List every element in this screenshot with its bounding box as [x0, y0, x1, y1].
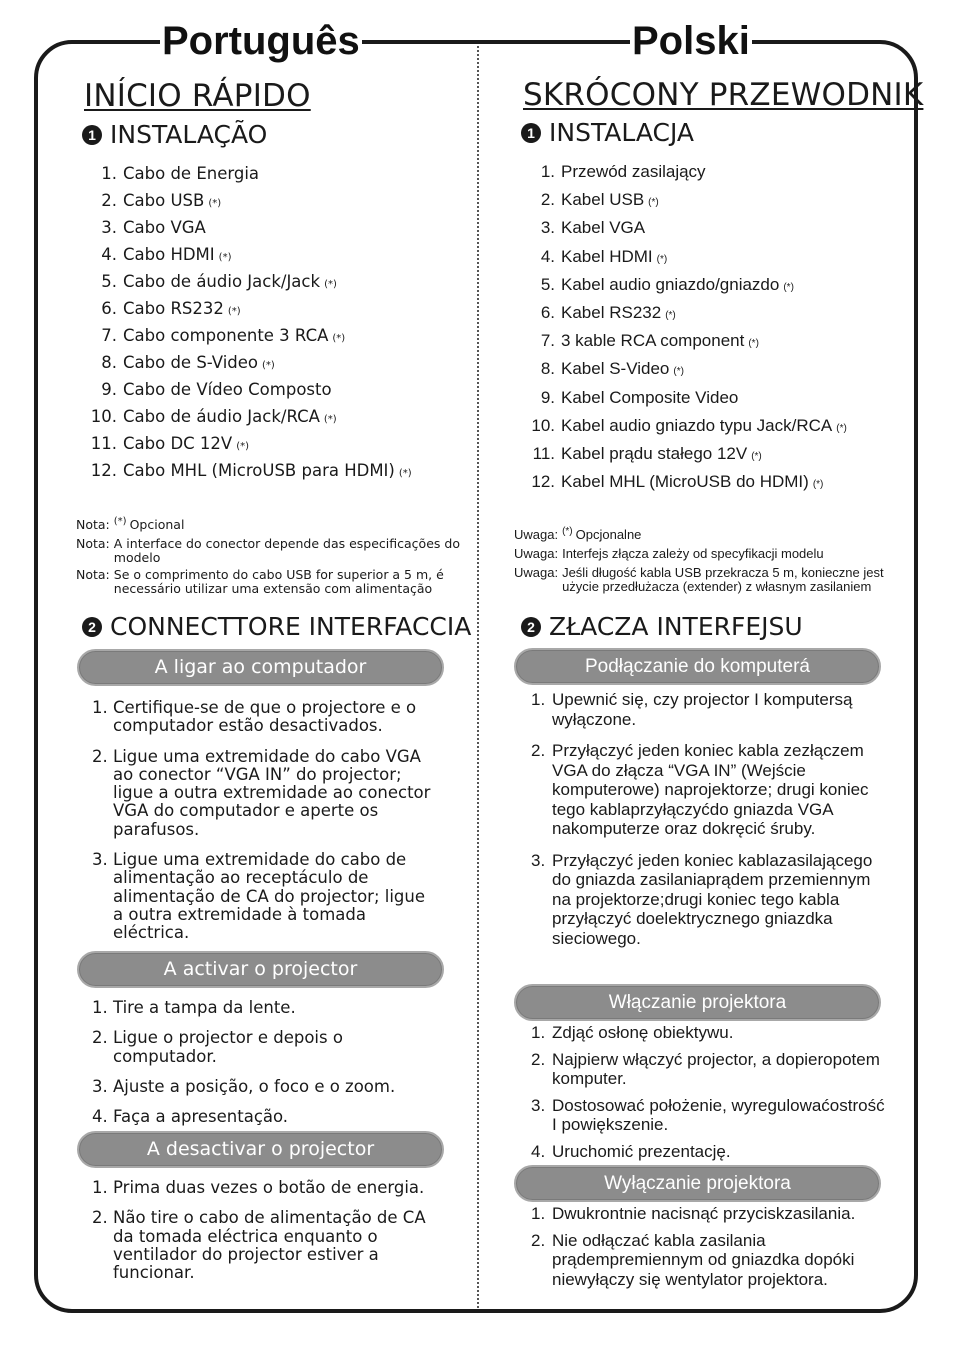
interface-title: ZŁACZA INTERFEJSU	[549, 612, 803, 641]
connect-computer-header: Podłączanie do komputerá	[514, 648, 881, 685]
list-item: 1. Upewnić się, czy projector I komputersą wyłączone.	[531, 690, 853, 729]
list-item: 1. Tire a tampa da lente.	[92, 998, 296, 1017]
connect-steps	[531, 690, 887, 960]
list-item: 2. Nie odłączać kabla zasilania prądempremiennym od gniazdka dopóki niewyłączy się wentylator projektora.	[531, 1230, 855, 1289]
connect-computer-header: A ligar ao computador	[77, 649, 444, 686]
step-number-icon: 2	[521, 617, 541, 637]
list-item: 10. Kabel audio gniazdo typu Jack/RCA (*)	[531, 415, 847, 435]
step-number-icon: 1	[82, 125, 102, 145]
activate-steps	[92, 999, 432, 1138]
list-item: 8. Kabel S-Video (*)	[540, 359, 684, 379]
installation-title: INSTALACJA	[549, 118, 695, 147]
list-item: 10. Cabo de áudio Jack/RCA (*)	[90, 407, 337, 426]
notes	[76, 515, 468, 601]
list-item: 12. Cabo MHL (MicroUSB para HDMI) (*)	[90, 461, 412, 480]
list-item: 1. Certifique-se de que o projectore e o computador estão desactivados.	[92, 698, 417, 736]
note-row: Uwaga: Interfejs złącza zależy od specyfikacji modelu	[514, 546, 824, 561]
column-divider	[477, 46, 479, 1308]
connect-steps	[92, 699, 432, 955]
list-item: 6. Cabo RS232 (*)	[101, 299, 241, 318]
quick-start-heading: INÍCIO RÁPIDO	[84, 78, 311, 114]
list-item: 3. Ajuste a posição, o foco e o zoom.	[92, 1076, 396, 1096]
note-row: Nota: A interface do conector depende das especificações do modelo	[76, 536, 460, 565]
note-row: Uwaga: Jeśli długość kabla USB przekracza 5 m, konieczne jest użycie przedłużacza (extender) z własnym zasilaniem	[514, 565, 884, 594]
quick-start-heading: SKRÓCONY PRZEWODNIK	[523, 77, 924, 113]
list-item: 4. Kabel HDMI (*)	[540, 246, 668, 266]
list-item: 5. Cabo de áudio Jack/Jack (*)	[101, 272, 337, 291]
list-item: 2. Ligue uma extremidade do cabo VGA ao conector “VGA IN” do projector; ligue a outra extremidade ao conector VGA do computador e aperte os parafusos.	[92, 746, 431, 839]
list-item: 2. Przyłączyć jeden koniec kabla zezłączem VGA do złącza “VGA IN” (Wejście komputerowe) naprojektorze; drugi koniec tego kablaprzyłączyćdo gniazda VGA nakomputerze oraz dokręcić śruby.	[531, 741, 869, 838]
step-number-icon: 2	[82, 617, 102, 637]
list-item: 3. Cabo VGA	[101, 218, 206, 237]
list-item: 7. 3 kable RCA component (*)	[540, 331, 759, 351]
list-item: 2. Ligue o projector e depois o computador.	[92, 1028, 343, 1066]
list-item: 3. Dostosować położenie, wyregulowaćostrość I powiększenie.	[531, 1095, 885, 1134]
deactivate-steps	[92, 1179, 432, 1294]
list-item: 8. Cabo de S-Video (*)	[101, 353, 275, 372]
note-row: Nota: (*) Opcional	[76, 515, 185, 532]
list-item: 4. Uruchomić prezentację.	[531, 1141, 731, 1161]
installation-title: INSTALAÇÃO	[110, 120, 268, 149]
interface-heading	[82, 612, 471, 642]
installation-heading	[521, 118, 694, 148]
cable-list	[88, 164, 412, 488]
cable-list	[531, 162, 847, 500]
interface-title: CONNECTTORE INTERFACCIA	[110, 612, 472, 641]
list-item: 9. Cabo de Vídeo Composto	[101, 380, 332, 399]
note-row: Nota: Se o comprimento do cabo USB for superior a 5 m, é necessário utilizar uma extensão com alimentação	[76, 567, 444, 596]
list-item: 3. Kabel VGA	[540, 218, 646, 238]
list-item: 2. Cabo USB (*)	[101, 191, 222, 210]
language-title-portuguese: Português	[160, 14, 362, 68]
list-item: 12. Kabel MHL (MicroUSB do HDMI) (*)	[531, 472, 824, 492]
step-number-icon: 1	[521, 123, 541, 143]
activate-projector-header: Włączanie projektora	[514, 984, 881, 1021]
language-title-polish: Polski	[630, 14, 752, 68]
deactivate-steps	[531, 1204, 887, 1301]
note-row: Uwaga: (*) Opcjonalne	[514, 525, 642, 542]
list-item: 6. Kabel RS232 (*)	[540, 302, 676, 322]
deactivate-projector-header: Wyłączanie projektora	[514, 1165, 881, 1202]
list-item: 1. Cabo de Energia	[101, 164, 260, 183]
list-item: 1. Dwukrontnie nacisnąć przyciskzasilania.	[531, 1204, 856, 1223]
notes	[514, 525, 912, 599]
list-item: 11. Kabel prądu stałego 12V (*)	[532, 443, 762, 463]
list-item: 1. Zdjąć osłonę obiektywu.	[531, 1023, 734, 1042]
list-item: 7. Cabo componente 3 RCA (*)	[101, 326, 346, 345]
deactivate-projector-header: A desactivar o projector	[77, 1131, 444, 1168]
list-item: 3. Ligue uma extremidade do cabo de alimentação ao receptáculo de alimentação de CA do projector; ligue a outra extremidade à tomada eléctrica.	[92, 850, 426, 943]
list-item: 2. Não tire o cabo de alimentação de CA da tomada eléctrica enquanto o ventilador do projector estiver a funcionar.	[92, 1208, 426, 1283]
interface-heading	[521, 612, 803, 642]
activate-projector-header: A activar o projector	[77, 951, 444, 988]
list-item: 4. Cabo HDMI (*)	[101, 245, 232, 264]
list-item: 2. Kabel USB (*)	[540, 190, 659, 210]
list-item: 1. Przewód zasilający	[540, 162, 706, 181]
list-item: 2. Najpierw włączyć projector, a dopieropotem komputer.	[531, 1049, 880, 1088]
list-item: 11. Cabo DC 12V (*)	[90, 434, 250, 453]
list-item: 1. Prima duas vezes o botão de energia.	[92, 1178, 425, 1197]
list-item: 9. Kabel Composite Video	[540, 387, 739, 407]
list-item: 5. Kabel audio gniazdo/gniazdo (*)	[540, 274, 794, 294]
list-item: 3. Przyłączyć jeden koniec kablazasilającego do gniazda zasilaniaprądem przemiennym na projektorze;drugi koniec tego kabla przyłączyć doelektrycznego gniazdka sieciowego.	[531, 850, 873, 948]
list-item: 4. Faça a apresentação.	[92, 1107, 289, 1127]
activate-steps	[531, 1023, 887, 1173]
installation-heading	[82, 120, 267, 150]
